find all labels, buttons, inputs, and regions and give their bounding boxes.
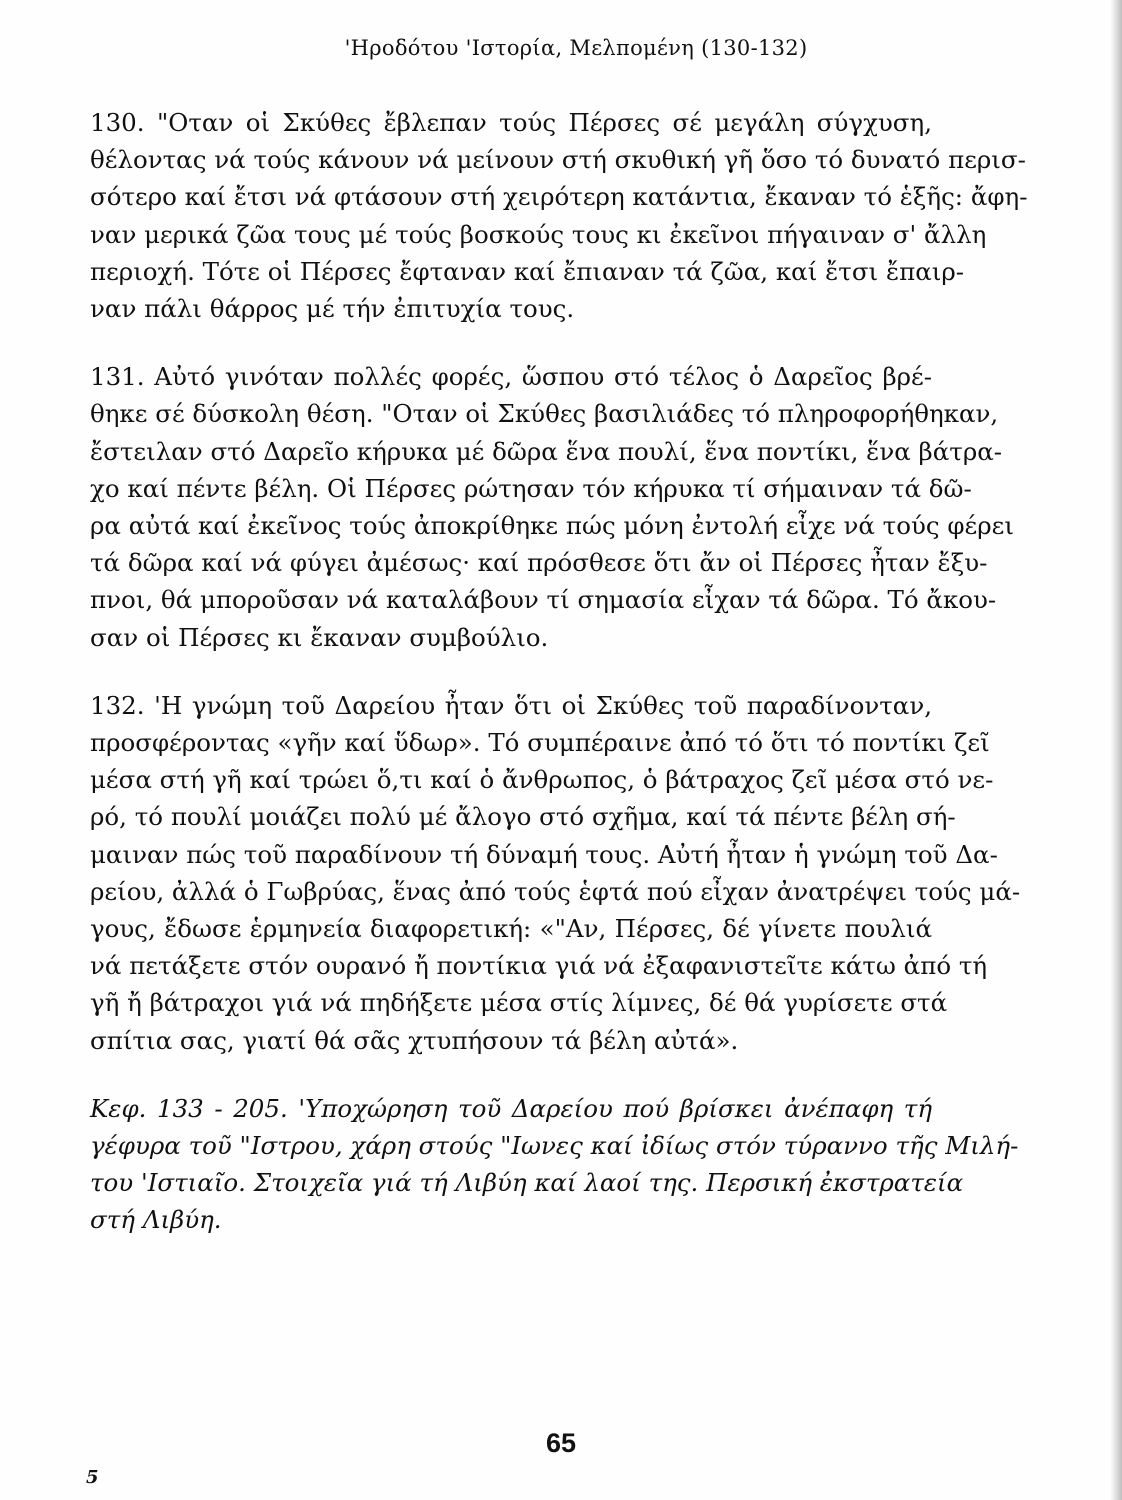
text-line: πνοι, θά μποροῦσαν νά καταλάβουν τί σημασία εἶχαν τά δῶρα. Τό ἄκου- bbox=[90, 585, 997, 615]
text-line: 131. Αὐτό γινόταν πολλές φορές, ὥσπου στό τέλος ὁ Δαρεῖος βρέ- bbox=[90, 362, 932, 392]
text-line: ἔστειλαν στό Δαρεῖο κήρυκα μέ δῶρα ἕνα πουλί, ἕνα ποντίκι, ἕνα βάτρα- bbox=[90, 436, 1003, 466]
text-line: γους, ἔδωσε ἑρμηνεία διαφορετική: «"Αν, Πέρσες, δέ γίνετε πουλιά bbox=[90, 914, 932, 944]
text-line: σότερο καί ἔτσι νά φτάσουν στή χειρότερη κατάντια, ἔκαναν τό ἑξῆς: ἄφη- bbox=[90, 182, 1028, 212]
text-line: ρα αὐτά καί ἐκεῖνος τούς ἀποκρίθηκε πώς μόνη ἐντολή εἶχε νά τούς φέρει bbox=[90, 511, 1014, 541]
page-number: 65 bbox=[545, 1428, 577, 1458]
text-line: τά δῶρα καί νά φύγει ἀμέσως· καί πρόσθεσε ὅτι ἄν οἱ Πέρσες ἦταν ἔξυ- bbox=[90, 548, 988, 578]
text-line: 132. 'Η γνώμη τοῦ Δαρείου ἦταν ὅτι οἱ Σκύθες τοῦ παραδίνονταν, bbox=[90, 690, 932, 720]
paragraph-130 bbox=[90, 104, 1028, 327]
text-line: στή Λιβύη. bbox=[90, 1205, 222, 1235]
text-line: προσφέροντας «γῆν καί ὕδωρ». Τό συμπέραινε ἀπό τό ὅτι τό ποντίκι ζεῖ bbox=[90, 728, 990, 758]
text-line: σαν οἱ Πέρσες κι ἔκαναν συμβούλιο. bbox=[90, 622, 549, 652]
text-line: περιοχή. Τότε οἱ Πέρσες ἔφταναν καί ἔπιαναν τά ζῶα, καί ἔτσι ἔπαιρ- bbox=[90, 256, 965, 286]
text-line: νά πετάξετε στόν ουρανό ἤ ποντίκια γιά νά ἐξαφανιστεῖτε κάτω ἀπό τή bbox=[90, 951, 988, 981]
text-line: ρό, τό πουλί μοιάζει πολύ μέ ἄλογο στό σχῆμα, καί τά πέντε βέλη σή- bbox=[90, 802, 956, 832]
paragraph-131 bbox=[90, 358, 1014, 656]
paragraph-132 bbox=[90, 687, 1021, 1059]
text-line: μέσα στή γῆ καί τρώει ὅ,τι καί ὁ ἄνθρωπος, ὁ βάτραχος ζεῖ μέσα στό νε- bbox=[90, 765, 994, 795]
text-line: 130. "Οταν οἱ Σκύθες ἔβλεπαν τούς Πέρσες σέ μεγάλη σύγχυση, bbox=[90, 108, 932, 137]
running-header: 'Ηροδότου 'Ιστορία, Μελπομένη (130-132) bbox=[344, 36, 808, 60]
text-line: μαιναν πώς τοῦ παραδίνουν τή δύναμή τους. Αὐτή ἦταν ἡ γνώμη τοῦ Δα- bbox=[90, 839, 998, 869]
text-line: Κεφ. 133 - 205. 'Υποχώρηση τοῦ Δαρείου πού βρίσκει ἀνέπαφη τή bbox=[90, 1093, 932, 1123]
text-line: σπίτια σας, γιατί θά σᾶς χτυπήσουν τά βέλη αὐτά». bbox=[90, 1025, 739, 1055]
text-line: θηκε σέ δύσκολη θέση. "Οταν οἱ Σκύθες βασιλιάδες τό πληροφορήθηκαν, bbox=[90, 399, 999, 429]
text-line: ναν μερικά ζῶα τους μέ τούς βοσκούς τους κι ἐκεῖνοι πήγαιναν σ' ἄλλη bbox=[90, 219, 987, 249]
text-line: χο καί πέντε βέλη. Οἱ Πέρσες ρώτησαν τόν κήρυκα τί σήμαιναν τά δῶ- bbox=[90, 473, 972, 503]
page-spine-shadow bbox=[1110, 0, 1122, 1500]
text-line: γέφυρα τοῦ "Ιστρου, χάρη στούς "Ιωνες καί ἰδίως στόν τύραννο τῆς Μιλή- bbox=[90, 1131, 1019, 1161]
signature-mark: 5 bbox=[86, 1467, 99, 1488]
text-line: ρείου, ἀλλά ὁ Γωβρύας, ἕνας ἀπό τούς ἑφτά πού εἶχαν ἀνατρέψει τούς μά- bbox=[90, 876, 1021, 906]
chapter-summary bbox=[90, 1090, 1019, 1239]
text-line: θέλοντας νά τούς κάνουν νά μείνουν στή σκυθική γῆ ὅσο τό δυνατό περισ- bbox=[90, 145, 1026, 175]
body-text bbox=[90, 104, 1028, 1239]
text-line: γῆ ἤ βάτραχοι γιά νά πηδήξετε μέσα στίς λίμνες, δέ θά γυρίσετε στά bbox=[90, 988, 948, 1018]
text-line: ναν πάλι θάρρος μέ τήν ἐπιτυχία τους. bbox=[90, 294, 575, 324]
text-line: του 'Ιστιαῖο. Στοιχεῖα γιά τή Λιβύη καί λαοί της. Περσική ἐκστρατεία bbox=[90, 1168, 964, 1198]
